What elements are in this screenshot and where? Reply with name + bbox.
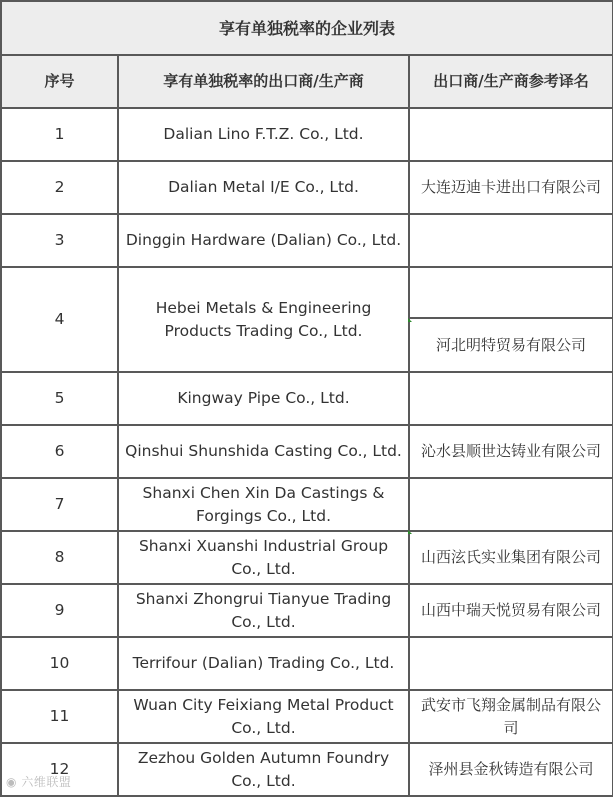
row-number: 9 [1, 584, 118, 637]
row-number: 2 [1, 161, 118, 214]
translated-name [409, 108, 613, 161]
table-row [1, 161, 613, 214]
translated-name [409, 637, 613, 690]
translated-name [409, 214, 613, 267]
row-number: 1 [1, 108, 118, 161]
table-row [1, 425, 613, 478]
translated-name: 大连迈迪卡进出口有限公司 [409, 161, 613, 214]
exporter-name: Terrifour (Dalian) Trading Co., Ltd. [118, 637, 409, 690]
exporter-name: Qinshui Shunshida Casting Co., Ltd. [118, 425, 409, 478]
translated-name: 沁水县顺世达铸业有限公司 [409, 425, 613, 478]
header-exporter: 享有单独税率的出口商/生产商 [118, 55, 409, 108]
table-row [1, 637, 613, 690]
translated-name [409, 372, 613, 425]
table-row [1, 531, 613, 584]
watermark-text: 六维联盟 [21, 775, 72, 789]
row-number: 4 [1, 267, 118, 372]
table-row [1, 108, 613, 161]
table-row [1, 372, 613, 425]
exporter-name: Hebei Metals & Engineering Products Trading Co., Ltd. [118, 267, 409, 372]
row-number: 12 [1, 743, 118, 796]
translated-name: 泽州县金秋铸造有限公司 [409, 743, 613, 796]
exporter-name: Dinggin Hardware (Dalian) Co., Ltd. [118, 214, 409, 267]
exporter-name: Shanxi Xuanshi Industrial Group Co., Ltd. [118, 531, 409, 584]
row-number: 8 [1, 531, 118, 584]
watermark [6, 773, 71, 790]
table-row [1, 478, 613, 531]
exporter-name: Kingway Pipe Co., Ltd. [118, 372, 409, 425]
translated-name-cell [409, 267, 613, 372]
table-row [1, 214, 613, 267]
weibo-logo-icon: ◉ [6, 775, 17, 789]
table-row [1, 743, 613, 796]
row-number: 11 [1, 690, 118, 743]
exporter-name: Zezhou Golden Autumn Foundry Co., Ltd. [118, 743, 409, 796]
row-number: 7 [1, 478, 118, 531]
exporter-name: Wuan City Feixiang Metal Product Co., Ltd. [118, 690, 409, 743]
row-number: 6 [1, 425, 118, 478]
table-row [1, 267, 613, 372]
translated-name: 山西泫氏实业集团有限公司 [409, 531, 613, 584]
table-title: 享有单独税率的企业列表 [1, 1, 613, 55]
translated-name: 河北明特贸易有限公司 [436, 335, 587, 354]
row-number: 3 [1, 214, 118, 267]
exporter-name: Dalian Lino F.T.Z. Co., Ltd. [118, 108, 409, 161]
header-translation: 出口商/生产商参考译名 [409, 55, 613, 108]
translated-name [409, 478, 613, 531]
row-number: 10 [1, 637, 118, 690]
table-row [1, 584, 613, 637]
header-seq: 序号 [1, 55, 118, 108]
exporter-name: Shanxi Chen Xin Da Castings & Forgings Co., Ltd. [118, 478, 409, 531]
cell-corner-marker [408, 530, 412, 534]
translated-name: 武安市飞翔金属制品有限公司 [409, 690, 613, 743]
cell-corner-marker [408, 318, 412, 322]
translated-name: 山西中瑞天悦贸易有限公司 [409, 584, 613, 637]
empty-subcell [410, 268, 612, 319]
row-number: 5 [1, 372, 118, 425]
exporter-name: Dalian Metal I/E Co., Ltd. [118, 161, 409, 214]
exporter-name: Shanxi Zhongrui Tianyue Trading Co., Ltd. [118, 584, 409, 637]
table-row [1, 690, 613, 743]
